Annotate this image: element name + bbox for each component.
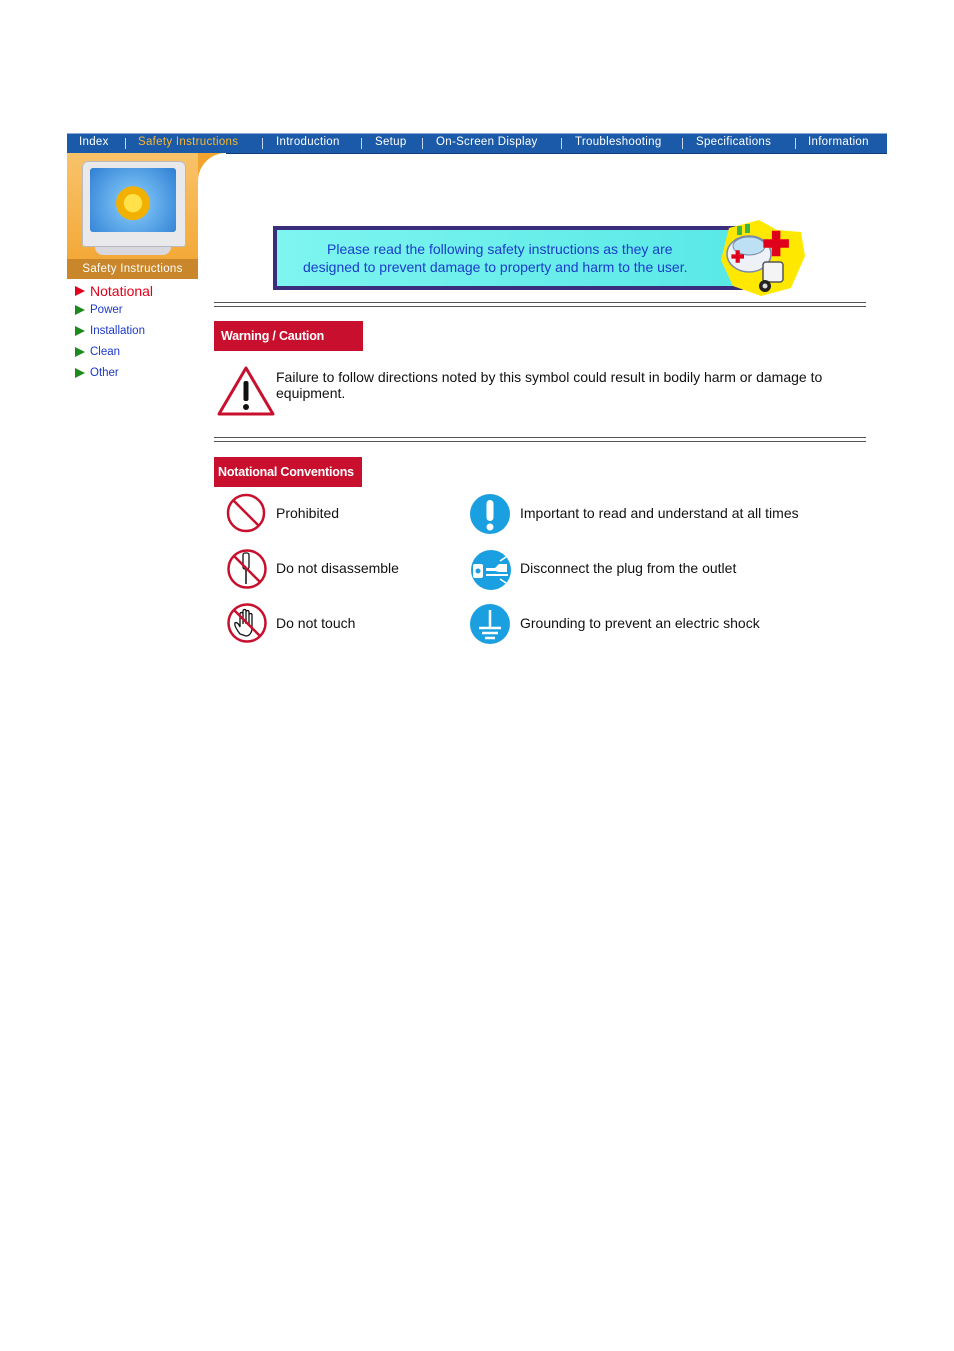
convention-label-prohibited: Prohibited — [276, 505, 340, 521]
convention-label-important: Important to read and understand at all times — [520, 505, 799, 521]
notice-line-2: designed to prevent damage to property and harm to the user. — [303, 259, 688, 275]
corner-decoration — [198, 153, 226, 181]
safety-notice-text — [277, 230, 739, 286]
nav-specifications[interactable]: Specifications — [696, 136, 772, 148]
top-nav-bar — [67, 133, 887, 154]
notice-line-1: Please read the following safety instructions as they are — [327, 241, 673, 257]
triangle-bullet-icon — [75, 326, 85, 336]
nav-separator — [682, 138, 683, 149]
convention-label-no-disassemble: Do not disassemble — [276, 560, 399, 576]
nav-separator — [125, 138, 126, 149]
nav-information[interactable]: Information — [808, 136, 869, 148]
no-touch-icon — [226, 602, 268, 644]
sidebar-item-power[interactable] — [75, 304, 123, 316]
sidebar-item-other[interactable] — [75, 367, 119, 379]
sidebar-item-label: Power — [90, 304, 123, 316]
notational-conventions-heading: Notational Conventions — [214, 457, 362, 487]
sunflower-screen-image — [90, 168, 176, 232]
nav-setup[interactable]: Setup — [375, 136, 407, 148]
triangle-bullet-icon — [75, 305, 85, 315]
nav-separator — [795, 138, 796, 149]
sidebar-hero — [67, 153, 198, 279]
section-divider — [214, 302, 866, 307]
triangle-bullet-icon — [75, 368, 85, 378]
nav-troubleshooting[interactable]: Troubleshooting — [575, 136, 662, 148]
sidebar-item-clean[interactable] — [75, 346, 120, 358]
nav-on-screen-display[interactable]: On-Screen Display — [436, 136, 538, 148]
ambulance-icon — [715, 216, 811, 298]
sidebar-item-installation[interactable] — [75, 325, 145, 337]
safety-notice-banner — [273, 226, 743, 290]
prohibited-icon — [226, 493, 266, 533]
nav-separator — [361, 138, 362, 149]
sidebar-item-notational[interactable] — [75, 283, 153, 299]
warning-triangle-icon — [216, 365, 276, 417]
nav-separator — [561, 138, 562, 149]
sidebar-item-label: Clean — [90, 346, 121, 358]
sidebar-item-label: Other — [90, 367, 119, 379]
nav-separator — [422, 138, 423, 149]
nav-safety-instructions[interactable]: Safety Instructions — [138, 136, 239, 148]
convention-label-disconnect-plug: Disconnect the plug from the outlet — [520, 560, 737, 576]
ground-icon — [469, 603, 511, 645]
warning-description: Failure to follow directions noted by this symbol could result in bodily harm or damage to equipment. — [276, 369, 823, 401]
sidebar-item-label: Installation — [90, 325, 145, 337]
section-divider — [214, 437, 866, 442]
warning-caution-heading: Warning / Caution — [214, 321, 363, 351]
convention-label-grounding: Grounding to prevent an electric shock — [520, 615, 760, 631]
monitor-icon — [82, 161, 186, 247]
exclamation-icon — [469, 493, 511, 535]
unplug-icon — [470, 549, 512, 591]
nav-index[interactable]: Index — [79, 136, 109, 148]
sidebar-hero-label: Safety Instructions — [67, 259, 198, 279]
sidebar-item-label: Notational — [90, 283, 154, 299]
triangle-bullet-icon — [75, 347, 85, 357]
nav-introduction[interactable]: Introduction — [276, 136, 340, 148]
monitor-stand — [95, 247, 171, 255]
triangle-bullet-icon — [75, 286, 85, 296]
no-disassemble-icon — [226, 548, 268, 590]
nav-separator — [262, 138, 263, 149]
convention-label-no-touch: Do not touch — [276, 615, 356, 631]
